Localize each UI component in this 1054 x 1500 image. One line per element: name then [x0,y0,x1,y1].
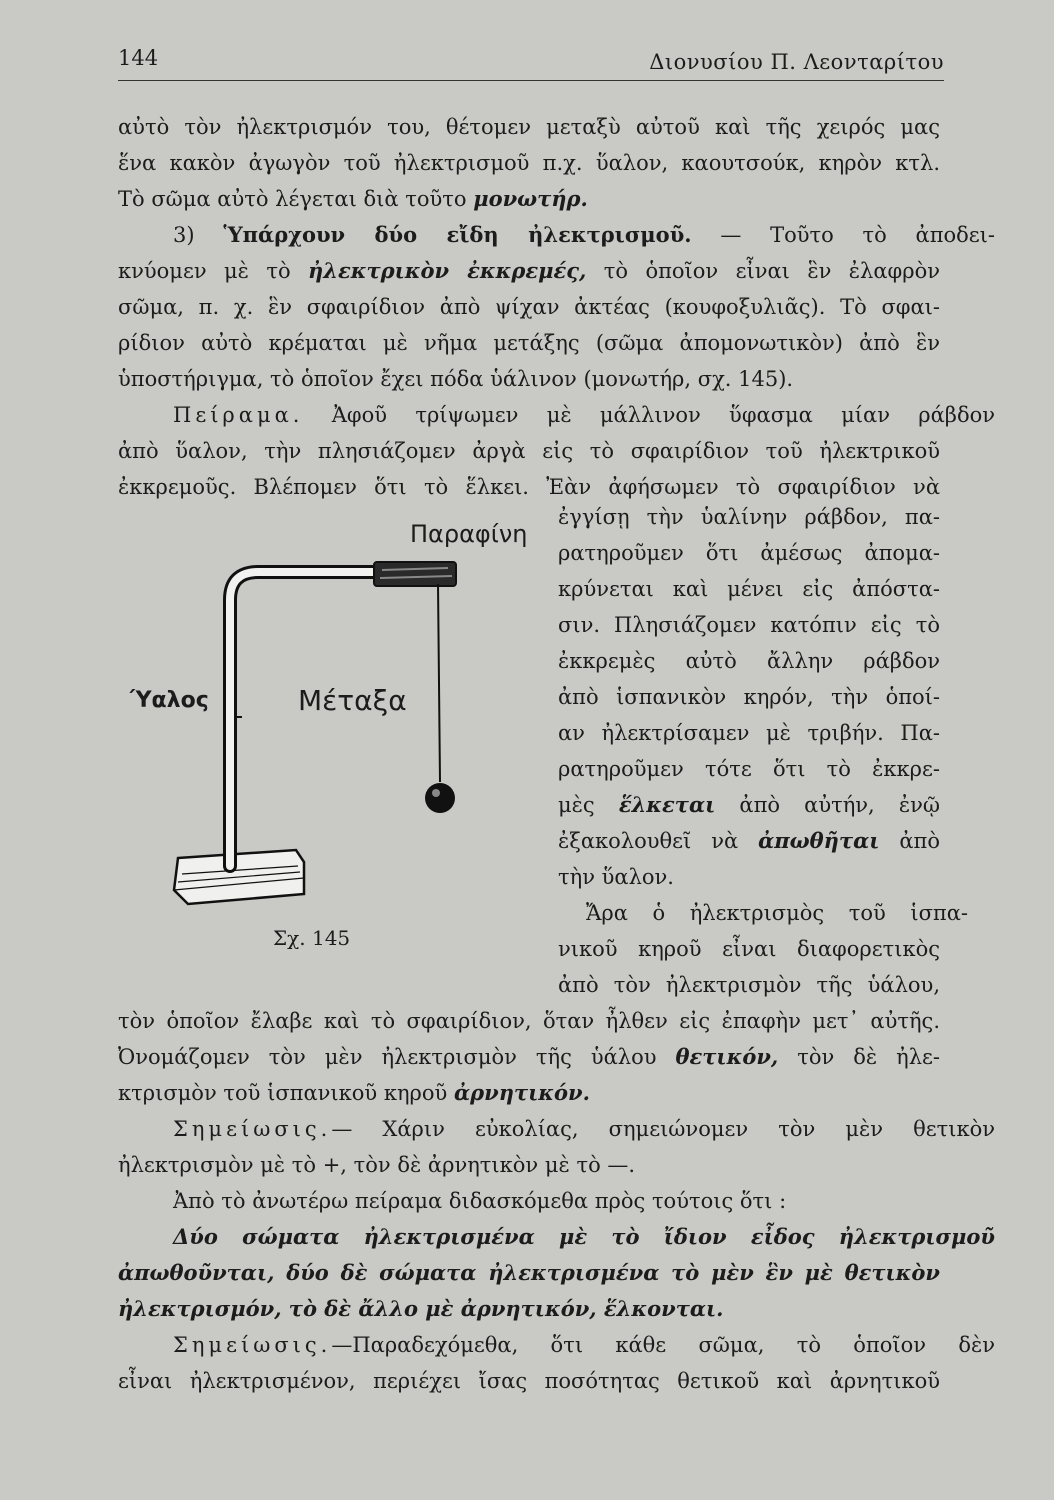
label-metaxa: Μέταξα [298,684,407,717]
glass-stand [230,572,380,866]
pendulum-illustration [118,480,558,960]
pith-ball [425,783,455,813]
rule-line: ἀπωθοῦνται, δύο δὲ σώματα ἠλεκτρισμένα τὸ μὲν ἓν μὲ θετικὸν [118,1260,940,1285]
experiment-label: Πείραμα. [173,403,304,427]
rule-line: ἠλεκτρισμόν, τὸ δὲ ἄλλο μὲ ἀρνητικόν, ἕλκονται. [118,1296,724,1321]
text-line: Ἄρα ὁ ἠλεκτρισμὸς τοῦ ἱσπα- [586,901,968,925]
paraffin-holder [374,562,456,586]
section-heading: Ὑπάρχουν δύο εἴδη ἠλεκτρισμοῦ. [223,222,692,247]
text-line: σιν. Πλησιάζομεν κατόπιν εἰς τὸ [558,613,940,637]
term-elketai: ἕλκεται [618,792,716,817]
term-monotir: μονωτήρ. [473,186,588,211]
text-line: ἕνα κακὸν ἀγωγὸν τοῦ ἠλεκτρισμοῦ π.χ. ὕαλον, καουτσούκ, κηρὸν κτλ. [118,151,940,175]
text-line: ἐκκρεμὲς αὐτὸ ἄλλην ράβδον [558,649,940,673]
term-ekkremes: ἠλεκτρικὸν ἐκκρεμές, [308,258,587,283]
text-line: Ὀνομάζομεν τὸν μὲν ἠλεκτρισμὸν τῆς ὑάλου θετικόν, τὸν δὲ ἠλε- [118,1044,940,1069]
silk-thread [438,584,440,782]
text-line: Πείραμα. Ἀφοῦ τρίψωμεν μὲ μάλλινον ὕφασμα μίαν ράβδον [173,403,995,427]
text-line: Ἀπὸ τὸ ἀνωτέρω πείραμα διδασκόμεθα πρὸς τούτοις ὅτι : [173,1189,787,1213]
text-line: κτρισμὸν τοῦ ἱσπανικοῦ κηροῦ ἀρνητικόν. [118,1080,590,1105]
rule-line: Δύο σώματα ἠλεκτρισμένα μὲ τὸ ἴδιον εἶδος ἠλεκτρισμοῦ [173,1224,995,1249]
text-line: ἐξακολουθεῖ νὰ ἀπωθῆται ἀπὸ [558,828,940,853]
text-line: εἶναι ἠλεκτρισμένον, περιέχει ἴσας ποσότητας θετικοῦ καὶ ἀρνητικοῦ [118,1369,940,1393]
text-line: τὸν ὁποῖον ἔλαβε καὶ τὸ σφαιρίδιον, ὅταν ἦλθεν εἰς ἐπαφὴν μετ᾽ αὐτῆς. [118,1009,940,1033]
text-line: ἐκκρεμοῦς. Βλέπομεν ὅτι τὸ ἕλκει. Ἐὰν ἀφήσωμεν τὸ σφαιρίδιον νὰ [118,475,940,499]
text-line: ἠλεκτρισμὸν μὲ τὸ +, τὸν δὲ ἀρνητικὸν μὲ τὸ —. [118,1153,636,1177]
text-line: ἀπὸ ὕαλον, τὴν πλησιάζομεν ἀργὰ εἰς τὸ σφαιρίδιον τοῦ ἠλεκτρικοῦ [118,439,940,463]
text-line: ἀπὸ ἱσπανικὸν κηρόν, τὴν ὁποί- [558,685,940,709]
term-apothitai: ἀπωθῆται [758,828,880,853]
pith-ball-highlight [432,789,440,797]
text-line: ρατηροῦμεν ὅτι ἀμέσως ἀπομα- [558,541,940,565]
text-line: αν ἠλεκτρίσαμεν μὲ τριβήν. Πα- [558,721,940,745]
text-line: ρίδιον αὐτὸ κρέμαται μὲ νῆμα μετάξης (σῶμα ἀπομονωτικὸν) ἀπὸ ἓν [118,331,940,355]
text-line: κρύνεται καὶ μένει εἰς ἀπόστα- [558,577,940,601]
figure-caption: Σχ. 145 [273,926,351,950]
figure-145 [118,480,558,960]
glass-stand-inner [230,572,380,866]
text-line: Σημείωσις.— Χάριν εὐκολίας, σημειώνομεν τὸν μὲν θετικὸν [173,1117,995,1141]
term-thetikon: θετικόν, [675,1044,779,1069]
term-arnitikon: ἀρνητικόν. [454,1080,590,1105]
text-line: ἐγγίσῃ τὴν ὑαλίνην ράβδον, πα- [558,505,940,529]
page-number: 144 [118,46,159,70]
text-line: κνύομεν μὲ τὸ ἠλεκτρικὸν ἐκκρεμές, τὸ ὁποῖον εἶναι ἓν ἐλαφρὸν [118,258,940,283]
note-label: Σημείωσις. [173,1117,332,1141]
running-head: Διονυσίου Π. Λεονταρίτου [649,50,944,74]
text-line: Σημείωσις.—Παραδεχόμεθα, ὅτι κάθε σῶμα, τὸ ὁποῖον δὲν [173,1333,995,1357]
text-line: ρατηροῦμεν τότε ὅτι τὸ ἐκκρε- [558,757,940,781]
text-line: ὑποστήριγμα, τὸ ὁποῖον ἔχει πόδα ὑάλινον (μονωτήρ, σχ. 145). [118,367,794,391]
text-line: αὐτὸ τὸν ἠλεκτρισμόν του, θέτομεν μεταξὺ αὐτοῦ καὶ τῆς χειρός μας [118,115,940,139]
note-label: Σημείωσις. [173,1333,332,1357]
page-header [118,44,944,81]
text-line: νικοῦ κηροῦ εἶναι διαφορετικὸς [558,937,940,961]
text-line: ἀπὸ τὸν ἠλεκτρισμὸν τῆς ὑάλου, [558,973,940,997]
section-heading-line: 3) Ὑπάρχουν δύο εἴδη ἠλεκτρισμοῦ. — Τοῦτο τὸ ἀποδει- [173,222,995,247]
text-line: σῶμα, π. χ. ἓν σφαιρίδιον ἀπὸ ψίχαν ἀκτέας (κουφοξυλιᾶς). Τὸ σφαι- [118,295,940,319]
label-yalos: Ύαλος [130,688,209,713]
text-line: μὲς ἕλκεται ἀπὸ αὐτήν, ἐνῷ [558,792,941,817]
text-line: τὴν ὕαλον. [558,865,674,889]
text-line: Τὸ σῶμα αὐτὸ λέγεται διὰ τοῦτο μονωτήρ. [118,186,588,211]
label-parafini: Παραφίνη [410,520,528,548]
